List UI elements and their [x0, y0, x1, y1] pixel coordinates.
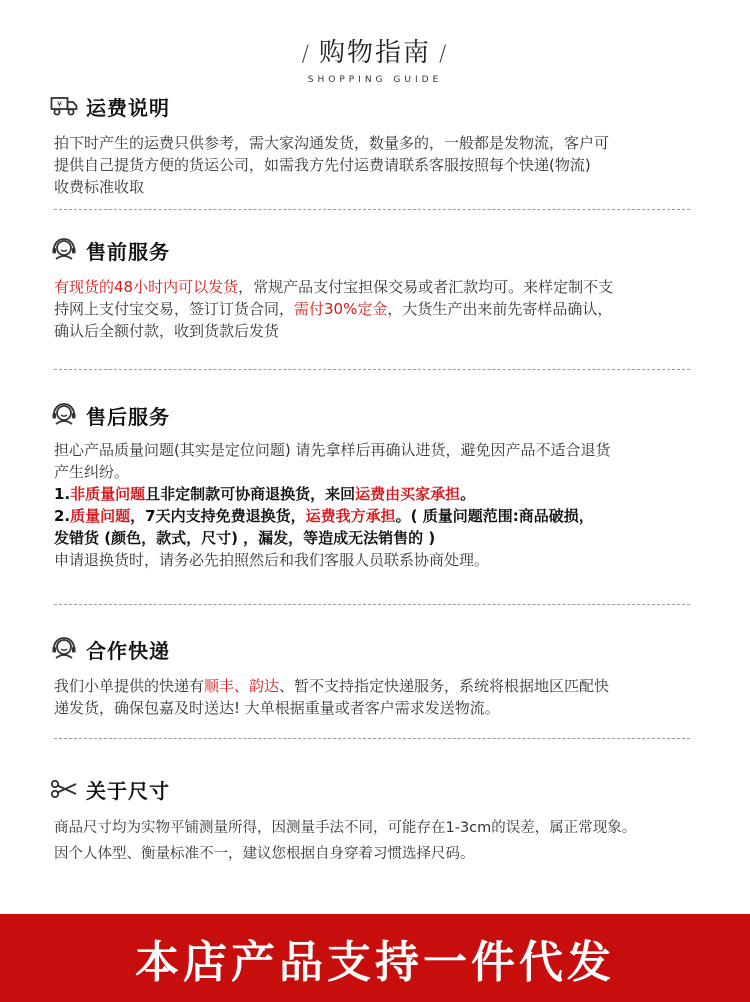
- banner-text: 本店产品支持一件代发: [135, 937, 615, 988]
- page-subtitle: SHOPPING GUIDE: [307, 75, 443, 85]
- text-line: 2.质量问题，7天内支持免费退换货，运费我方承担。( 质量问题范围:商品破损，: [54, 507, 594, 525]
- title-slash-left: /: [301, 42, 311, 67]
- section-courier-body: [54, 675, 714, 719]
- text-line: 1.非质量问题且非定制款可协商退换货，来回运费由买家承担。: [54, 485, 476, 503]
- customer-service-icon: [50, 636, 78, 662]
- text-line: 因个人体型、衡量标准不一，建议您根据自身穿着习惯选择尺码。: [54, 846, 475, 862]
- title-slash-right: /: [439, 42, 449, 67]
- text-line: 拍下时产生的运费只供参考，需大家沟通发货，数量多的，一般都是发物流，客户可: [54, 134, 610, 152]
- text-line: 持网上支付宝交易，签订订货合同，需付30%定金，大货生产出来前先寄样品确认，: [54, 300, 613, 318]
- section-aftersale-body: [54, 439, 714, 571]
- text-line: 收费标准收取: [54, 178, 145, 196]
- customer-service-icon: [50, 237, 78, 263]
- section-courier-header: [50, 634, 170, 664]
- text-line: 商品尺寸均为实物平铺测量所得，因测量手法不同，可能存在1-3cm的误差，属正常现象。: [54, 820, 637, 836]
- section-divider: [54, 369, 690, 370]
- section-presale-body: [54, 276, 714, 342]
- section-divider: [54, 738, 690, 739]
- section-size-header: [50, 774, 170, 804]
- section-aftersale-title: 售后服务: [86, 404, 170, 429]
- section-shipping-body: [54, 132, 714, 198]
- section-divider: [54, 209, 690, 210]
- text-line: 有现货的48小时内可以发货，常规产品支付宝担保交易或者汇款均可。来样定制不支: [54, 278, 614, 296]
- text-line: 递发货，确保包嘉及时送达! 大单根据重量或者客户需求发送物流。: [54, 699, 500, 717]
- svg-text:¥: ¥: [56, 100, 63, 109]
- text-line: 提供自己提货方便的货运公司，如需我方先付运费请联系客服按照每个快递(物流): [54, 156, 591, 174]
- section-shipping-title: 运费说明: [86, 95, 170, 120]
- text-line: 我们小单提供的快递有顺丰、韵达、暂不支持指定快递服务，系统将根据地区匹配快: [54, 677, 610, 695]
- section-size-title: 关于尺寸: [86, 778, 170, 803]
- section-aftersale-header: [50, 400, 170, 430]
- page-header: [0, 32, 750, 85]
- text-line: 产生纠纷。: [54, 463, 130, 481]
- section-presale-title: 售前服务: [86, 239, 170, 264]
- title-text: 购物指南: [318, 38, 431, 68]
- text-line: 担心产品质量问题(其实是定位问题) 请先拿样后再确认进货，避免因产品不适合退货: [54, 441, 611, 459]
- scissors-icon: [50, 776, 78, 802]
- text-line: 发错货 (颜色，款式，尺寸) ，漏发，等造成无法销售的 ): [54, 529, 436, 547]
- text-line: 确认后全额付款，收到货款后发货: [54, 322, 280, 340]
- section-courier-title: 合作快递: [86, 638, 170, 663]
- page-title: [0, 32, 750, 69]
- text-line: 申请退换货时，请务必先拍照然后和我们客服人员联系协商处理。: [54, 551, 490, 569]
- section-shipping-header: [50, 91, 170, 121]
- customer-service-icon: [50, 402, 78, 428]
- section-size-body: [54, 815, 734, 867]
- section-presale-header: [50, 235, 170, 265]
- section-divider: [54, 604, 690, 605]
- delivery-truck-icon: [50, 93, 78, 119]
- dropshipping-banner: [0, 914, 750, 1002]
